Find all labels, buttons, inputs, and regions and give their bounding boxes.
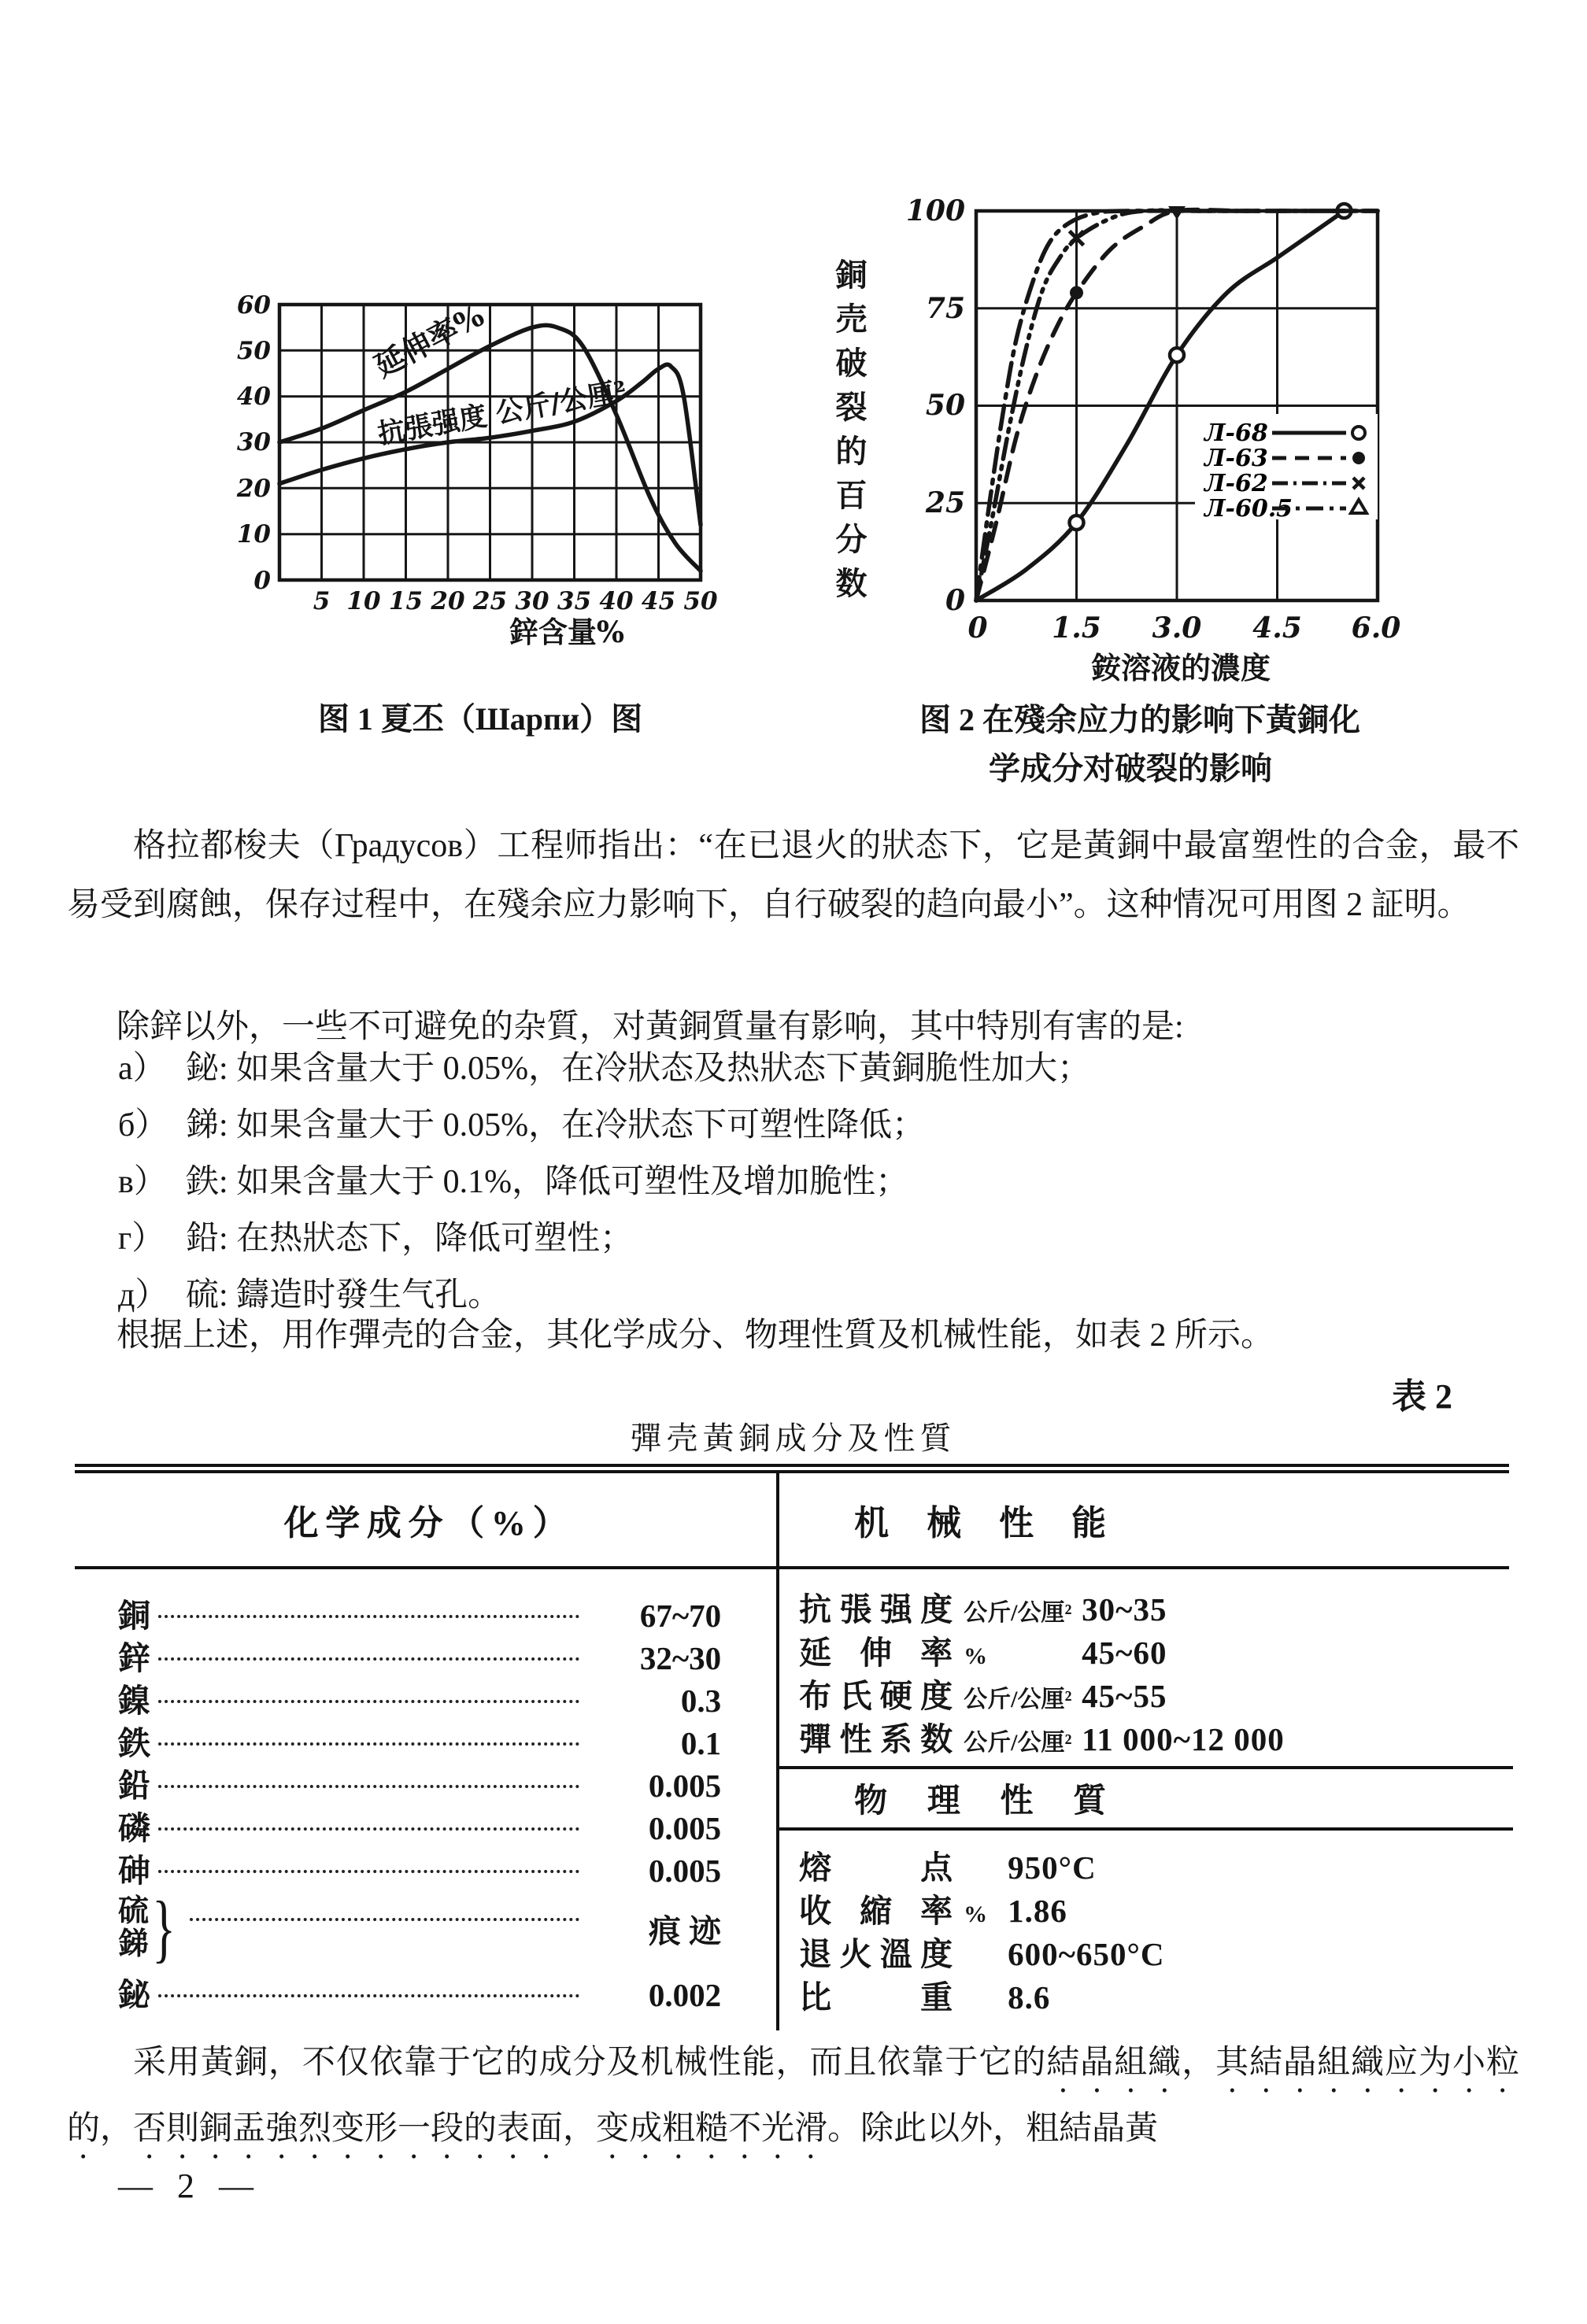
table-row xyxy=(799,1670,1493,1713)
property-unit: % xyxy=(964,1901,988,1927)
element-value: 0.005 xyxy=(648,1853,722,1889)
dot-leader xyxy=(158,1700,579,1703)
fig2-ytick: 100 xyxy=(905,194,965,227)
property-value: 950°C xyxy=(1008,1849,1097,1886)
table-row xyxy=(799,1885,1493,1928)
element-name: 鉛 xyxy=(118,1768,150,1804)
list-item-text: 鉛: 在热狀态下，降低可塑性； xyxy=(186,1221,634,1258)
fig1-ytick: 50 xyxy=(236,337,271,365)
dot-leader xyxy=(190,1918,579,1921)
figure-2-legend xyxy=(1195,414,1378,523)
element-name: 磷 xyxy=(118,1810,150,1846)
table-2-title: 彈壳黃銅成分及性質 xyxy=(630,1421,956,1456)
list-item xyxy=(118,1212,1504,1265)
fig2-ytick: 50 xyxy=(925,389,965,422)
table-row xyxy=(799,1627,1493,1670)
closing-seg-emphasized: 織应为小粒的 xyxy=(67,2045,1519,2147)
element-name-stack xyxy=(118,1895,149,1961)
property-unit: 公斤/公厘² xyxy=(964,1687,1072,1713)
chem-rows xyxy=(75,1569,776,2027)
figure-1-caption: 图 1 夏丕（Шарпи）图 xyxy=(317,701,643,737)
dot-leader xyxy=(158,1870,579,1873)
list-item xyxy=(118,1155,1504,1209)
legend-label: Л-62 xyxy=(1204,470,1268,497)
table-row xyxy=(799,1971,1493,2015)
table-row xyxy=(799,1928,1493,1971)
table-row xyxy=(118,1632,721,1675)
table-row xyxy=(118,1760,721,1802)
element-name: 鎳 xyxy=(118,1683,150,1719)
property-value: 1.86 xyxy=(1008,1893,1067,1929)
element-value: 0.3 xyxy=(680,1683,722,1719)
open-circle-marker-icon xyxy=(1070,515,1084,530)
list-item xyxy=(118,1099,1504,1152)
properties-column xyxy=(779,1473,1509,2030)
property-value: 45~60 xyxy=(1082,1635,1167,1671)
element-name: 砷 xyxy=(118,1853,150,1889)
chem-column xyxy=(75,1473,776,2030)
element-name: 鉍 xyxy=(118,1977,150,2013)
property-unit: % xyxy=(964,1643,988,1669)
closing-seg-emphasized: 否則銅盂強烈变形一段的表面 xyxy=(133,2111,564,2147)
property-unit: 公斤/公厘² xyxy=(964,1600,1072,1626)
paragraph-3: 根据上述，用作彈壳的合金，其化学成分、物理性質及机械性能，如表 2 所示。 xyxy=(117,1317,1274,1354)
list-item-text: 鉍: 如果含量大于 0.05%，在冷狀态及热狀态下黃銅脆性加大； xyxy=(186,1051,1091,1087)
property-name: 收縮率 xyxy=(799,1893,953,1929)
list-item-marker: д） xyxy=(118,1277,168,1314)
chem-header-text: 化学成分（%） xyxy=(283,1504,568,1543)
fig1-ytick: 20 xyxy=(236,475,271,503)
legend-label: Л-63 xyxy=(1204,445,1268,472)
table-row xyxy=(799,1842,1493,1885)
list-item-text: 銻: 如果含量大于 0.05%，在冷狀态下可塑性降低； xyxy=(186,1107,926,1144)
list-item-text: 硫: 鑄造时發生气孔。 xyxy=(186,1277,501,1314)
fig1-xtick: 35 xyxy=(557,587,592,615)
table-row xyxy=(118,1802,721,1845)
legend-label: Л-68 xyxy=(1204,419,1268,447)
mech-header-text: 机械性能 xyxy=(854,1504,1107,1543)
dot-leader xyxy=(158,1742,579,1746)
dot-leader xyxy=(158,1994,579,1997)
figure-1-xlabel: 鋅含量% xyxy=(509,615,625,645)
property-unit: 公斤/公厘² xyxy=(964,1730,1072,1756)
element-name: 鉄 xyxy=(118,1725,150,1761)
fig1-xtick: 25 xyxy=(472,587,508,615)
page-number: — 2 — xyxy=(118,2167,261,2205)
fig1-xtick: 50 xyxy=(683,587,718,615)
fig1-xtick: 5 xyxy=(313,587,331,615)
fig1-xtick: 45 xyxy=(641,587,676,615)
phys-rows xyxy=(799,1831,1493,2015)
closing-seg: ， xyxy=(100,2111,134,2147)
fig1-xtick: 20 xyxy=(431,587,465,615)
closing-seg: 采用黃銅，不仅依靠于它的成分及机械性能，而且依靠于它的 xyxy=(133,2045,1047,2081)
fig2-xtick: 6.0 xyxy=(1351,611,1401,645)
table-row xyxy=(799,1583,1493,1627)
chem-header xyxy=(75,1473,776,1569)
closing-seg-emphasized: 結晶組織 xyxy=(1046,2045,1182,2081)
fig2-ytick: 0 xyxy=(945,584,965,617)
mech-header xyxy=(779,1473,1509,1569)
table-row xyxy=(118,1590,721,1632)
element-value: 痕 迹 xyxy=(648,1912,722,1949)
element-name: 鋅 xyxy=(118,1640,150,1676)
figure-2-caption-line2: 学成分对破裂的影响 xyxy=(989,751,1272,786)
open-circle-marker-icon xyxy=(1352,427,1365,439)
fig1-ytick: 0 xyxy=(253,567,271,595)
filled-circle-marker-icon xyxy=(1352,452,1365,464)
filled-circle-marker-icon xyxy=(1070,286,1083,299)
fig2-ytick: 75 xyxy=(925,292,965,325)
paragraph-2: 除鋅以外，一些不可避免的杂質，对黃銅質量有影响，其中特別有害的是: xyxy=(117,1009,1184,1045)
figure-2-caption xyxy=(919,696,1455,793)
element-value: 0.005 xyxy=(648,1810,722,1846)
closing-seg: ， xyxy=(563,2111,597,2147)
list-item-marker: в） xyxy=(118,1164,167,1201)
table-row xyxy=(118,1675,721,1717)
figure-1-curve1-label: 延伸率% xyxy=(368,297,490,384)
element-value: 32~30 xyxy=(639,1640,722,1676)
fig1-ytick: 40 xyxy=(236,382,271,411)
table-row xyxy=(118,1717,721,1760)
figure-2-ylabel: 銅売破裂的百分数 xyxy=(831,258,867,611)
element-value: 67~70 xyxy=(639,1598,722,1634)
fig2-xtick: 1.5 xyxy=(1052,611,1101,645)
property-name: 比重 xyxy=(799,1979,953,2015)
property-value: 600~650°C xyxy=(1008,1936,1165,1972)
brace-icon: } xyxy=(152,1885,176,1970)
list-item-marker: а） xyxy=(118,1051,166,1087)
dot-leader xyxy=(158,1785,579,1788)
property-value: 45~55 xyxy=(1082,1678,1167,1714)
fig1-ytick: 30 xyxy=(236,428,271,456)
fig1-ytick: 60 xyxy=(236,291,271,320)
fig2-xtick: 0 xyxy=(967,611,988,645)
legend-label: Л-60.5 xyxy=(1204,495,1293,523)
fig1-xtick: 10 xyxy=(346,587,381,615)
dot-leader xyxy=(158,1827,579,1831)
property-name: 熔点 xyxy=(799,1849,953,1886)
fig1-ytick: 10 xyxy=(236,520,271,549)
element-name: 銻 xyxy=(118,1927,150,1961)
closing-seg: 。除此以外，粗結晶黃 xyxy=(827,2111,1159,2147)
property-name: 退火溫度 xyxy=(799,1936,953,1972)
mech-rows xyxy=(779,1569,1509,2030)
phys-header xyxy=(779,1769,1513,1831)
list-item xyxy=(118,1042,1504,1095)
property-name: 彈性系数 xyxy=(799,1721,953,1757)
closing-seg-emphasized: 其結晶組 xyxy=(1215,2045,1352,2081)
list-item-marker: г） xyxy=(118,1221,165,1258)
table-row xyxy=(118,1969,721,2012)
fig1-xtick: 15 xyxy=(388,587,424,615)
list-item-marker: б） xyxy=(118,1107,168,1144)
closing-seg: ， xyxy=(1182,2045,1216,2081)
list-item-text: 鉄: 如果含量大于 0.1%，降低可塑性及增加脆性； xyxy=(186,1164,909,1201)
closing-paragraph xyxy=(67,2034,1519,2166)
closing-seg-emphasized: 变成粗糙不光滑 xyxy=(596,2111,828,2147)
element-value: 0.002 xyxy=(648,1977,722,2013)
phys-header-text: 物理性質 xyxy=(854,1783,1107,1820)
figure-1-chart xyxy=(228,283,732,645)
fig1-xtick: 30 xyxy=(515,587,549,615)
property-name: 延伸率 xyxy=(799,1635,953,1671)
table-row xyxy=(799,1713,1493,1757)
table-row xyxy=(118,1845,721,1887)
fig2-ytick: 25 xyxy=(925,486,965,519)
figure-2-chart xyxy=(905,179,1535,691)
element-name: 硫 xyxy=(118,1894,150,1928)
property-value: 30~35 xyxy=(1082,1591,1167,1628)
property-name: 布氏硬度 xyxy=(799,1678,953,1714)
dot-leader xyxy=(158,1615,579,1618)
fig1-xtick: 40 xyxy=(599,587,634,615)
figure-1-curve2-label: 抗張强度 公斤/公厘² xyxy=(375,375,630,451)
table-2 xyxy=(75,1464,1509,2030)
figure-2-caption-line1: 图 2 在殘余应力的影响下黃銅化 xyxy=(919,702,1360,737)
fig2-xtick: 3.0 xyxy=(1152,611,1202,645)
table-2-label: 表 2 xyxy=(1392,1377,1452,1416)
property-value: 8.6 xyxy=(1008,1979,1051,2015)
open-circle-marker-icon xyxy=(1170,348,1184,362)
property-value: 11 000~12 000 xyxy=(1082,1721,1285,1757)
element-value: 0.005 xyxy=(648,1768,722,1804)
paragraph-1: 格拉都梭夫（Градусов）工程师指出：“在已退火的狀态下，它是黃銅中最富塑性的合金，最不易受到腐蝕，保存过程中，在殘余应力影响下，自行破裂的趋向最小”。这种情况可用图 2 証明。 xyxy=(67,828,1519,923)
dot-leader xyxy=(158,1657,579,1661)
element-value: 0.1 xyxy=(680,1725,722,1761)
element-name: 銅 xyxy=(118,1598,150,1634)
figure-2-xlabel: 銨溶液的濃度 xyxy=(1090,650,1271,685)
table-row-combined xyxy=(118,1887,721,1969)
property-name: 抗張强度 xyxy=(799,1591,953,1628)
fig2-xtick: 4.5 xyxy=(1252,611,1302,645)
impurity-list xyxy=(118,1042,1504,1325)
